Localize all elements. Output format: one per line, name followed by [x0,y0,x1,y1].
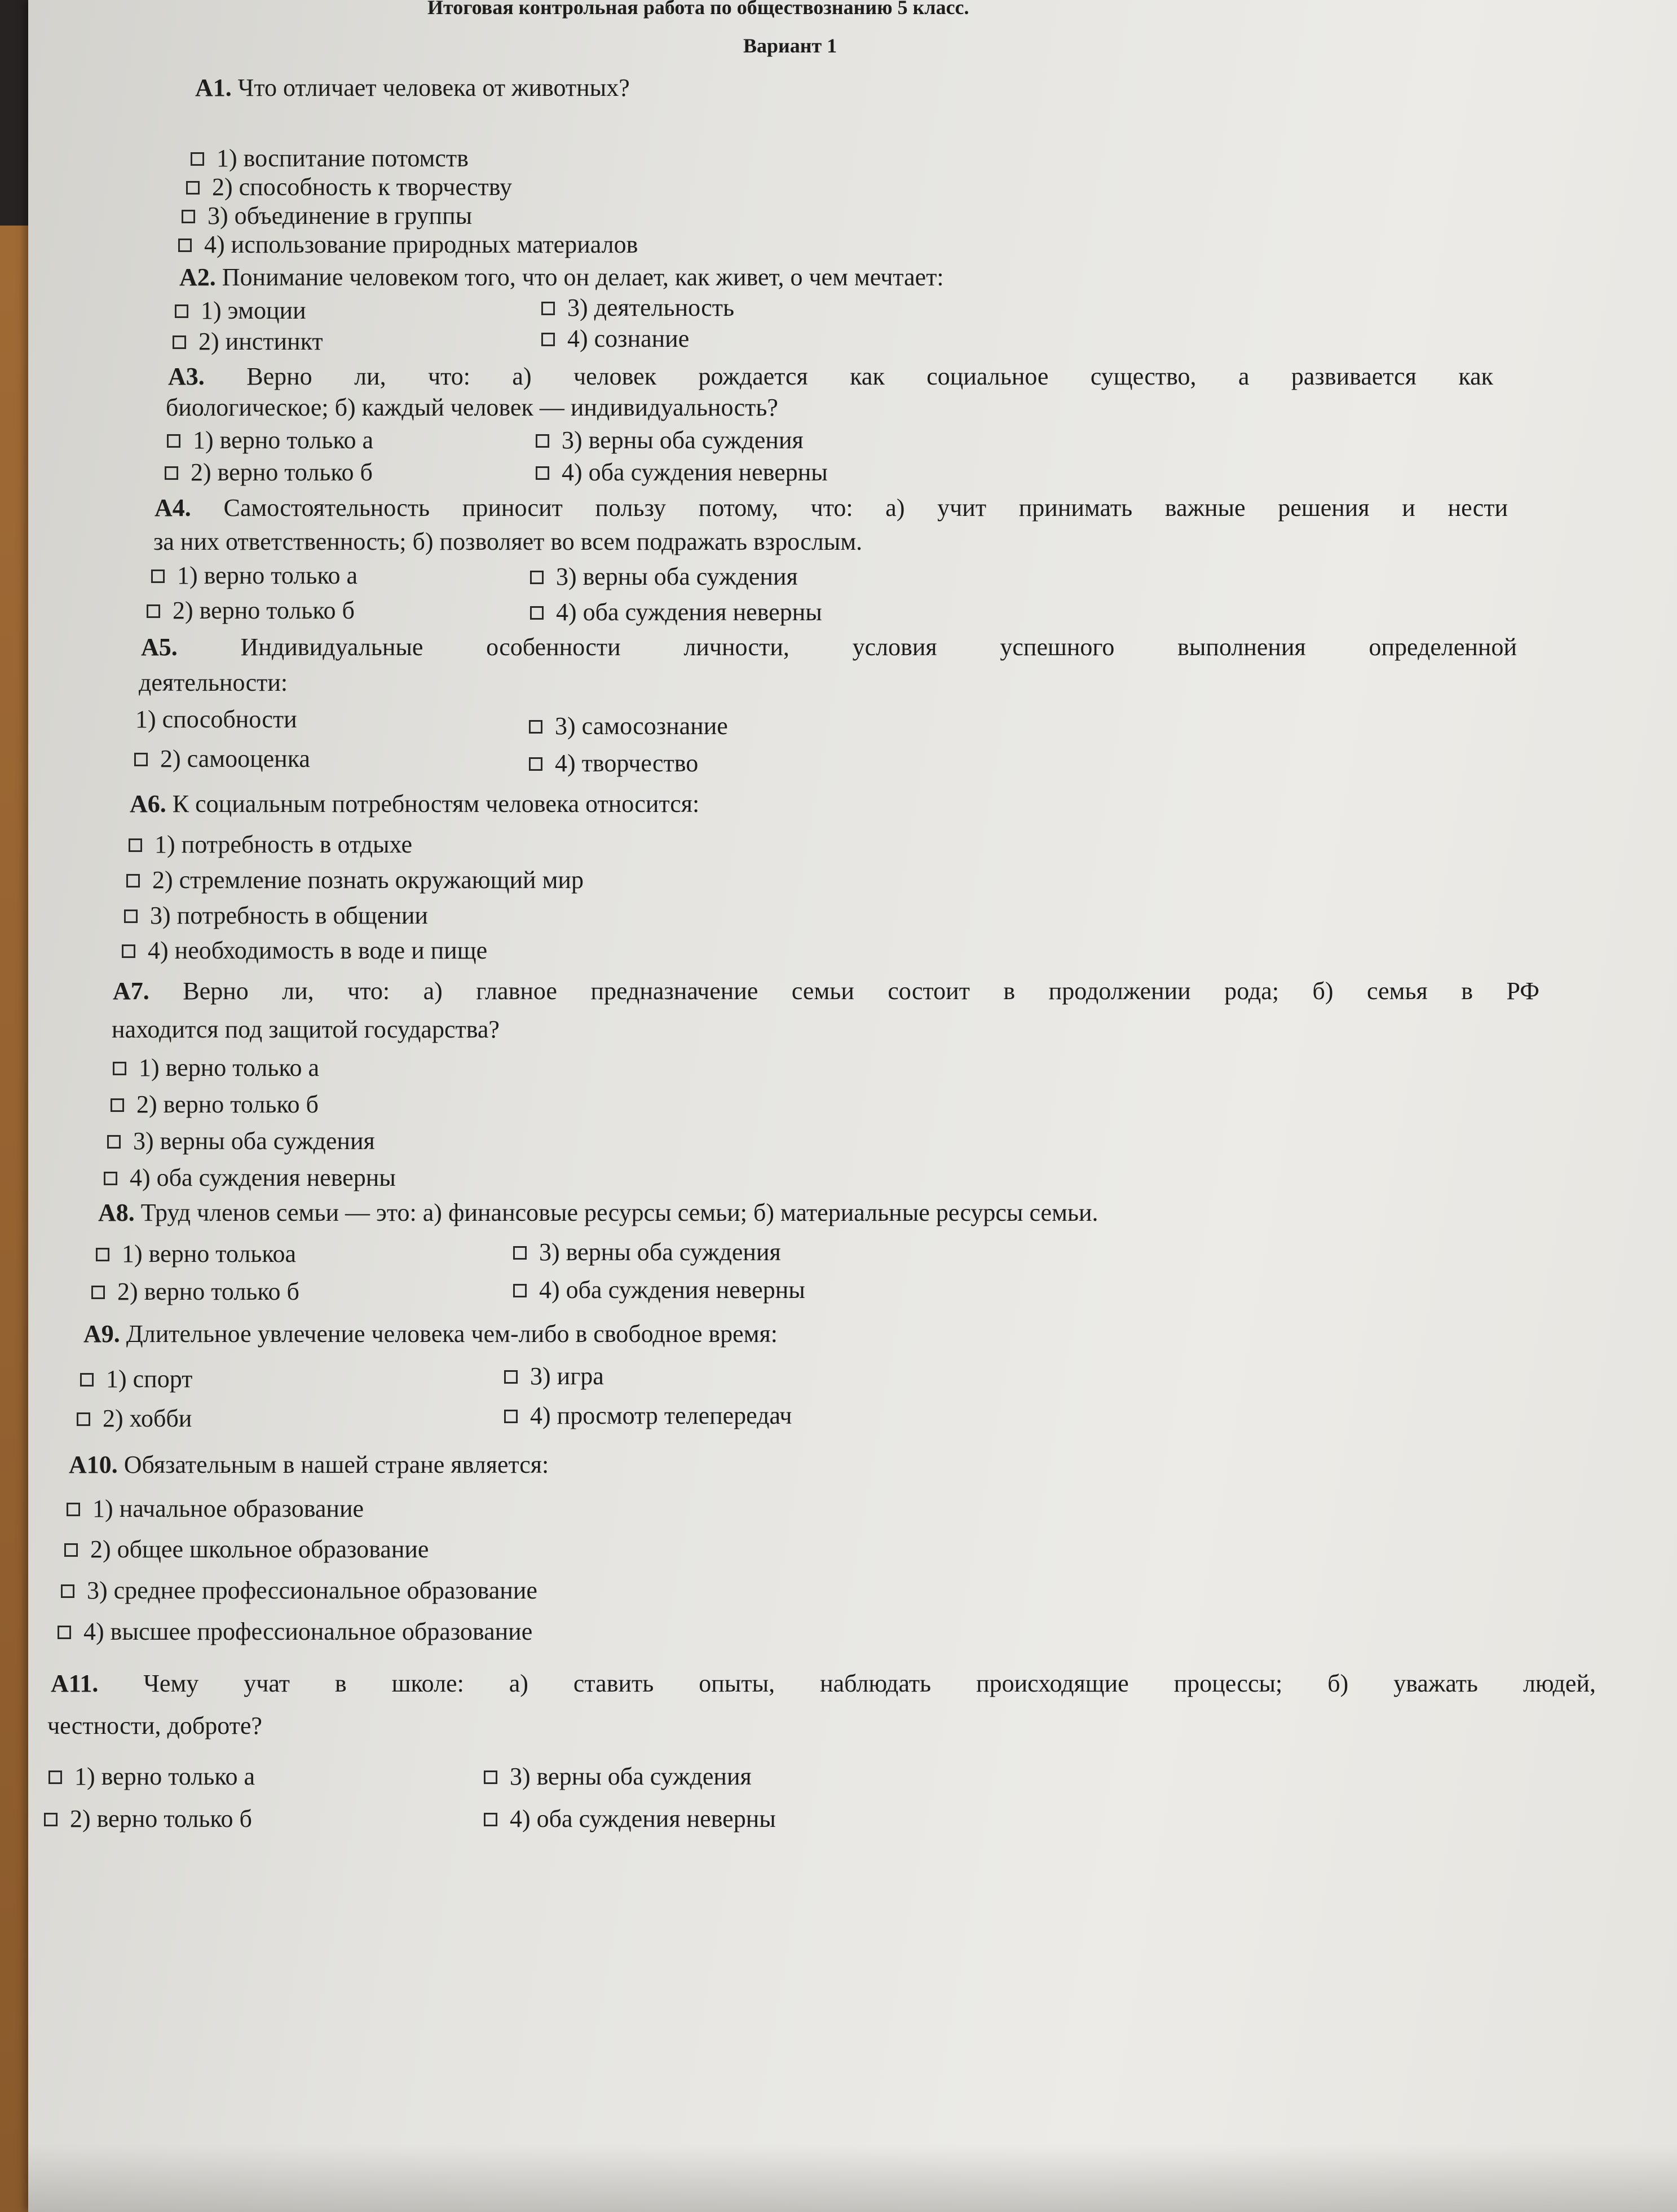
checkbox-icon[interactable] [173,335,186,349]
question-a4-continued: за них ответственность; б) позволяет во всем подражать взрослым. [153,528,863,555]
checkbox-icon[interactable] [61,1584,74,1598]
checkbox-icon[interactable] [167,434,180,448]
checkbox-icon[interactable] [529,720,542,734]
a4-option-2[interactable]: 2) верно только б [147,596,355,625]
checkbox-icon[interactable] [178,239,192,252]
a10-option-1[interactable]: 1) начальное образование [67,1494,364,1523]
a11-option-2[interactable]: 2) верно только б [44,1804,252,1833]
question-a4 [155,493,1508,522]
a1-option-4[interactable]: 4) использование природных материалов [178,230,638,259]
checkbox-icon[interactable] [504,1370,518,1384]
a5-option-1[interactable]: 1) способности [135,705,297,733]
question-text: Обязательным в нашей стране является: [123,1451,549,1478]
a9-option-4[interactable]: 4) просмотр телепередач [504,1401,792,1430]
question-a9 [83,1319,778,1348]
a11-option-3[interactable]: 3) верны оба суждения [484,1762,752,1791]
checkbox-icon[interactable] [541,333,555,346]
a8-option-3[interactable]: 3) верны оба суждения [513,1238,781,1266]
a4-option-1[interactable]: 1) верно только а [151,561,358,590]
checkbox-icon[interactable] [134,753,148,766]
a5-option-2[interactable]: 2) самооценка [134,744,310,773]
variant-label: Вариант 1 [743,34,837,57]
a6-option-4[interactable]: 4) необходимость в воде и пище [122,936,487,965]
checkbox-icon[interactable] [122,944,135,958]
checkbox-icon[interactable] [91,1286,105,1299]
a8-option-1[interactable]: 1) верно толькоа [96,1239,296,1268]
a4-option-4[interactable]: 4) оба суждения неверны [530,598,822,626]
checkbox-icon[interactable] [129,838,142,852]
question-a3 [168,362,1493,391]
checkbox-icon[interactable] [530,606,544,620]
checkbox-icon[interactable] [107,1135,121,1149]
a7-option-3[interactable]: 3) верны оба суждения [107,1127,375,1155]
a6-option-2[interactable]: 2) стремление познать окружающий мир [126,866,584,894]
checkbox-icon[interactable] [529,757,542,771]
a10-option-3[interactable]: 3) среднее профессиональное образование [61,1576,537,1605]
a4-option-3[interactable]: 3) верны оба суждения [530,562,798,591]
question-text: Труд членов семьи — это: а) финансовые ресурсы семьи; б) материальные ресурсы семьи. [140,1199,1098,1226]
checkbox-icon[interactable] [58,1626,71,1639]
checkbox-icon[interactable] [504,1410,518,1423]
paper-sheet [28,0,1677,2212]
a2-option-2[interactable]: 2) инстинкт [173,327,323,356]
question-text: Длительное увлечение человека чем-либо в свободное время: [126,1320,778,1348]
checkbox-icon[interactable] [104,1172,117,1185]
checkbox-icon[interactable] [536,434,549,448]
a2-option-3[interactable]: 3) деятельность [541,293,734,322]
a9-option-1[interactable]: 1) спорт [80,1365,192,1393]
a5-option-3[interactable]: 3) самосознание [529,712,728,740]
question-text: Индивидуальные особенности личности, условия успешного выполнения определенной [240,633,1517,661]
checkbox-icon[interactable] [175,304,188,318]
checkbox-icon[interactable] [111,1098,124,1112]
a3-option-4[interactable]: 4) оба суждения неверны [536,458,828,487]
question-a7 [113,977,1539,1005]
a8-option-2[interactable]: 2) верно только б [91,1277,299,1306]
a7-option-2[interactable]: 2) верно только б [111,1090,319,1119]
question-a1 [195,73,630,102]
question-number: А11. [51,1670,99,1697]
question-a11 [51,1669,1596,1698]
question-text: Верно ли, что: а) человек рождается как социальное существо, а развивается как [246,363,1493,390]
checkbox-icon[interactable] [96,1248,109,1261]
checkbox-icon[interactable] [484,1813,497,1826]
question-number: А6. [130,790,166,818]
paper-bottom-shadow [28,2144,1677,2212]
checkbox-icon[interactable] [541,302,555,315]
a11-option-1[interactable]: 1) верно только а [48,1762,255,1791]
question-number: А7. [113,977,149,1005]
checkbox-icon[interactable] [191,152,204,166]
question-text: К социальным потребностям человека относится: [172,790,700,818]
question-text: Верно ли, что: а) главное предназначение семьи состоит в продолжении рода; б) семья в РФ [183,977,1540,1005]
checkbox-icon[interactable] [124,909,138,923]
checkbox-icon[interactable] [182,210,195,223]
checkbox-icon[interactable] [530,571,544,584]
a7-option-1[interactable]: 1) верно только а [113,1053,319,1082]
question-number: А3. [168,363,205,390]
a9-option-3[interactable]: 3) игра [504,1362,604,1390]
a3-option-3[interactable]: 3) верны оба суждения [536,426,804,454]
checkbox-icon[interactable] [165,466,178,480]
question-text: Чему учат в школе: а) ставить опыты, наблюдать происходящие процессы; б) уважать людей, [143,1670,1596,1697]
question-number: А4. [155,494,191,522]
a10-option-2[interactable]: 2) общее школьное образование [64,1535,429,1564]
question-number: А9. [83,1320,120,1348]
a8-option-4[interactable]: 4) оба суждения неверны [513,1275,805,1304]
a1-option-3[interactable]: 3) объединение в группы [182,201,472,230]
question-a5-continued: деятельности: [139,669,288,696]
question-text: Что отличает человека от животных? [237,74,630,101]
a9-option-2[interactable]: 2) хобби [77,1404,192,1433]
question-a6 [130,789,699,818]
checkbox-icon[interactable] [113,1062,126,1075]
a7-option-4[interactable]: 4) оба суждения неверны [104,1163,396,1192]
a6-option-1[interactable]: 1) потребность в отдыхе [129,830,412,859]
checkbox-icon[interactable] [536,466,549,480]
checkbox-icon[interactable] [44,1813,58,1826]
question-text: Самостоятельность приносит пользу потому, что: а) учит принимать важные решения и нести [223,494,1508,522]
a1-option-2[interactable]: 2) способность к творчеству [186,173,512,201]
checkbox-icon[interactable] [67,1503,80,1516]
a5-option-4[interactable]: 4) творчество [529,749,698,778]
question-number: А2. [179,263,216,291]
question-a10 [69,1450,549,1479]
checkbox-icon[interactable] [77,1412,90,1426]
question-a7-continued: находится под защитой государства? [112,1016,500,1043]
checkbox-icon[interactable] [513,1284,527,1297]
a1-option-1[interactable]: 1) воспитание потомств [191,144,469,173]
a3-option-1[interactable]: 1) верно только а [167,426,373,454]
checkbox-icon[interactable] [484,1771,497,1784]
a10-option-4[interactable]: 4) высшее профессиональное образование [58,1617,532,1646]
checkbox-icon[interactable] [151,569,165,583]
checkbox-icon[interactable] [126,874,140,888]
checkbox-icon[interactable] [48,1771,62,1784]
question-number: А5. [141,633,178,661]
a3-option-2[interactable]: 2) верно только б [165,458,373,487]
a2-option-1[interactable]: 1) эмоции [175,296,306,325]
checkbox-icon[interactable] [147,604,160,618]
a2-option-4[interactable]: 4) сознание [541,324,689,353]
a11-option-4[interactable]: 4) оба суждения неверны [484,1804,776,1833]
a6-option-3[interactable]: 3) потребность в общении [124,901,428,930]
checkbox-icon[interactable] [64,1543,78,1557]
question-a2 [179,263,944,292]
checkbox-icon[interactable] [186,181,200,195]
checkbox-icon[interactable] [80,1373,94,1387]
question-a3-continued: биологическое; б) каждый человек — индивидуальность? [166,394,778,421]
question-a11-continued: честности, доброте? [47,1712,262,1739]
question-number: А1. [195,74,232,101]
document-title: Итоговая контрольная работа по обществознанию 5 класс. [427,0,969,19]
question-number: А10. [69,1451,118,1478]
question-a8 [98,1198,1098,1227]
question-text: Понимание человеком того, что он делает, как живет, о чем мечтает: [222,263,944,291]
checkbox-icon[interactable] [513,1246,527,1260]
question-a5 [141,633,1517,661]
question-number: А8. [98,1199,135,1226]
